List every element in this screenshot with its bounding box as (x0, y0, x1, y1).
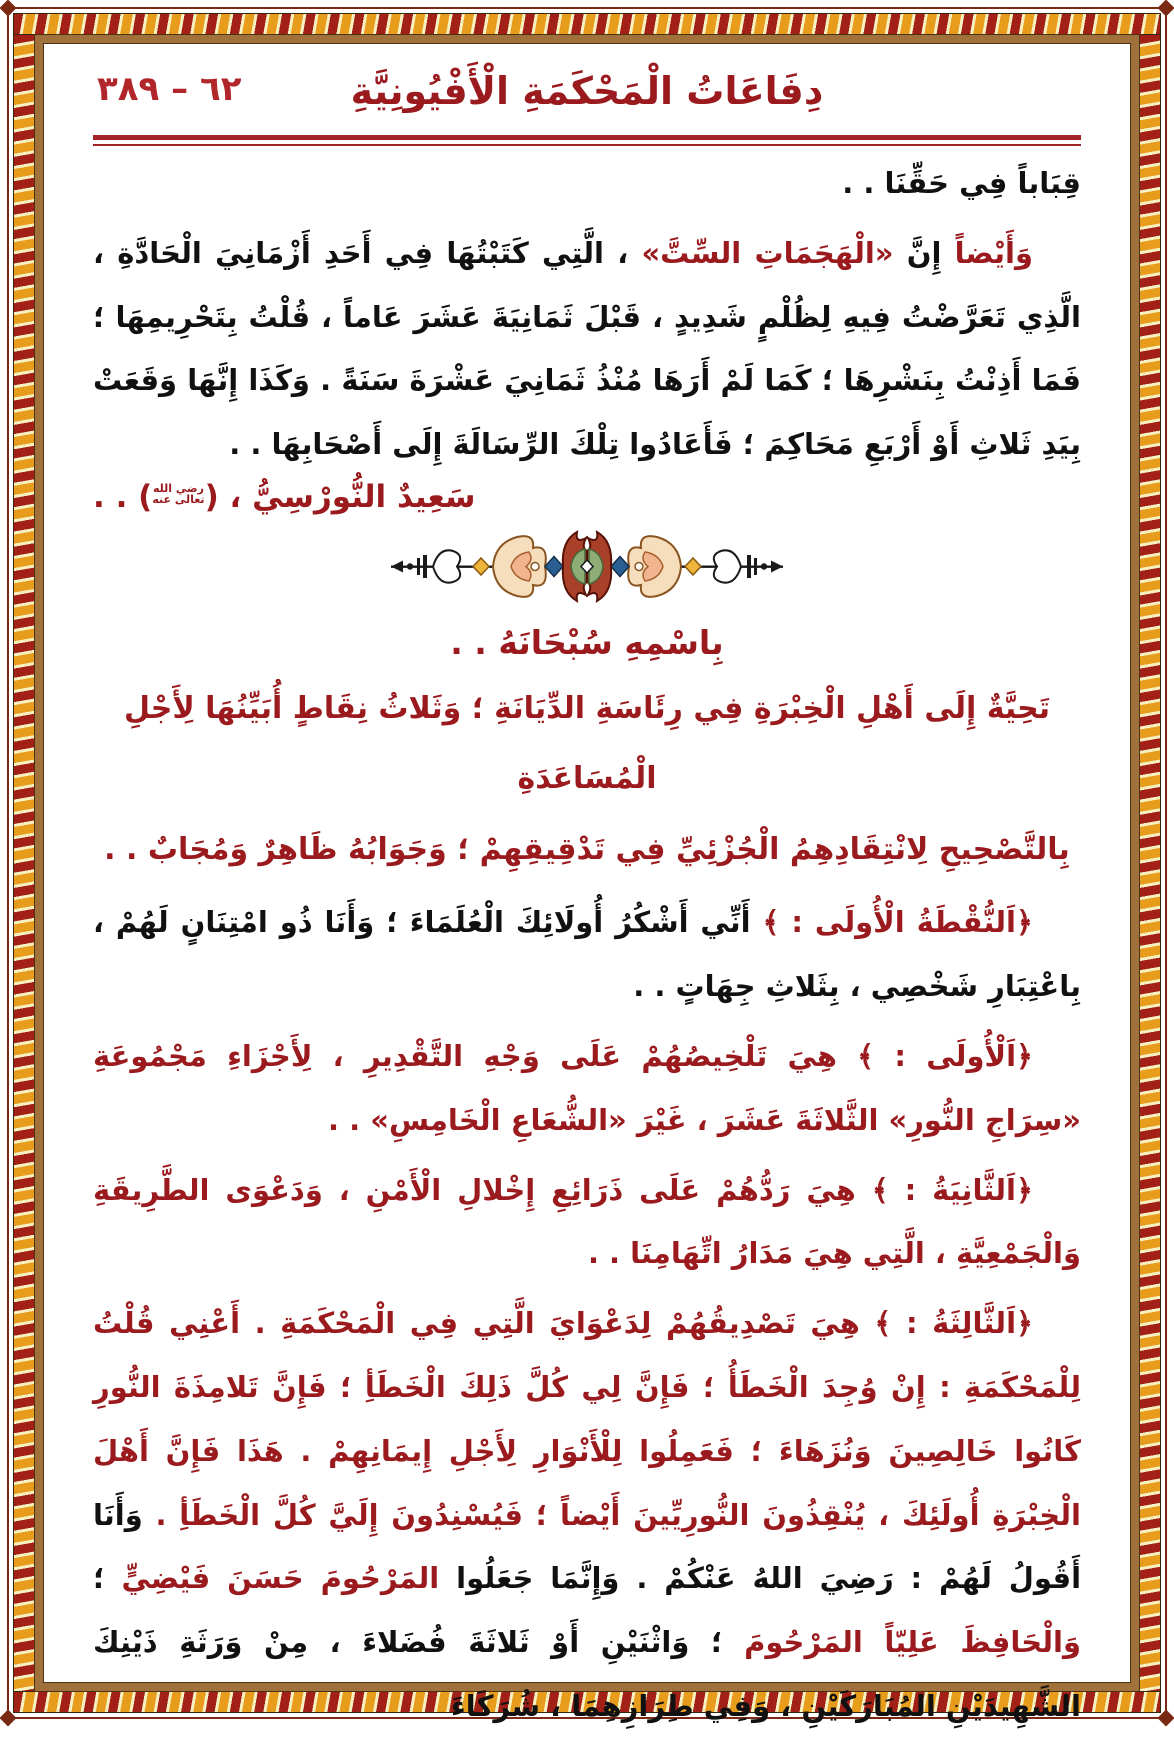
floral-divider-ornament (387, 525, 787, 609)
paragraph-continuation: قِبَاباً فِي حَقِّنَا . . (842, 166, 1081, 200)
radi-allahu-anhu-seal: ( رضي الله تعالى عنه ) (138, 478, 219, 515)
page-numbers: ٦٢ – ٣٨٩ (97, 69, 242, 109)
greeting-paragraph (93, 674, 1081, 886)
signature-suffix: . . (93, 478, 128, 515)
header-double-rule (93, 135, 1081, 146)
signature-line (93, 479, 1081, 515)
paragraph-six-attacks: وَأَيْضاً إِنَّ «الْهَجَمَاتِ السِّتَّ» ، الَّتِي كَتَبْتُهَا فِي أَحَدِ أَزْمَانِيَ الْحَادَّةِ ، الَّذِي تَعَرَّضْتُ فِيهِ لِظُلْمٍ شَدِيدٍ ، قَبْلَ ثَمَانِيَةَ عَشَرَ عَاماً ، قُلْتُ بِتَحْرِيمِهَا ؛ فَمَا أَذِنْتُ بِنَشْرِهَا ؛ كَمَا لَمْ أَرَهَا مُنْذُ ثَمَانِيَ عَشْرَةَ سَنَةً . وَكَذَا إِنَّهَا وَقَعَتْ بِيَدِ ثَلاثِ أَوْ أَرْبَعِ مَحَاكِمَ ؛ فَأَعَادُوا تِلْكَ الرِّسَالَةَ إِلَى أَصْحَابِهَا . . (93, 235, 1081, 462)
basmala-heading: بِاسْمِهِ سُبْحَانَهُ . . (450, 622, 724, 662)
frame-chevron-band-left (13, 34, 35, 1692)
paragraph-point-one: ﴿اَلْأُولَى : ﴾ هِيَ تَلْخِيصُهُمْ عَلَى وَجْهِ التَّقْدِيرِ ، لِأَجْزَاءِ مَجْمُوعَةِ «سِرَاجِ النُّورِ» الثَّلاثَةَ عَشَرَ ، غَيْرَ «الشُّعَاعِ الْخَامِسِ» . . (93, 1039, 1081, 1137)
paragraph-point-three: ﴿اَلثَّالِثَةُ : ﴾ هِيَ تَصْدِيقُهُمْ لِدَعْوَايَ الَّتِي فِي الْمَحْكَمَةِ . أَعْنِي قُلْتُ لِلْمَحْكَمَةِ : إِنْ وُجِدَ الْخَطَأُ ؛ فَإِنَّ لِي كُلَّ ذَلِكَ الْخَطَأِ ؛ فَإِنَّ تَلامِذَةَ النُّورِ كَانُوا خَالِصِينَ وَنُزَهَاءَ ؛ فَعَمِلُوا لِلْأَنْوَارِ لِأَجْلِ إِيمَانِهِمْ . هَذَا فَإِنَّ أَهْلَ الْخِبْرَةِ أُولَئِكَ ، يُنْقِذُونَ النُّورِيِّينَ أَيْضاً ؛ فَيُسْنِدُونَ إِلَيَّ كُلَّ الْخَطَأِ . وَأَنَا أَقُولُ لَهُمْ : رَضِيَ اللهُ عَنْكُمْ . وَإِنَّمَا جَعَلُوا المَرْحُومَ حَسَنَ فَيْضِيٍّ ؛ وَالْحَافِظَ عَلِيّاً المَرْحُومَ ؛ وَاثْنَيْنِ أَوْ ثَلاثَةَ فُضَلاءَ ، مِنْ وَرَثَةِ ذَيْنِكَ الشَّهِيدَيْنِ المُبَارَكَيْنِ ، وَفِي طِرَازِهِمَا ، شُرَكَاءَ (93, 1306, 1082, 1724)
divider-row (93, 525, 1081, 613)
paragraph-first-point: ﴿اَلنُّقْطَةُ الْأُولَى : ﴾ أَنِّي أَشْكُرُ أُولَائِكَ الْعُلَمَاءَ ؛ وَأَنَا ذُو امْتِنَانٍ لَهُمْ ، بِاعْتِبَارِ شَخْصِي ، بِثَلاثِ جِهَاتٍ . . (93, 905, 1081, 1004)
signature-name: سَعِيدٌ النُّورْسِيُّ ، (229, 478, 476, 515)
paragraph-point-two: ﴿اَلثَّانِيَةُ : ﴾ هِيَ رَدُّهُمْ عَلَى ذَرَائِعِ إِخْلالِ الْأَمْنِ ، وَدَعْوَى الطَّرِيقَةِ وَالْجَمْعِيَّةِ ، الَّتِي هِيَ مَدَارُ اتِّهَامِنَا . . (93, 1172, 1081, 1271)
page-header (93, 63, 1081, 119)
page-title: دِفَاعَاتُ الْمَحْكَمَةِ الْأَفْيُونِيَّةِ (350, 69, 824, 113)
greeting-line-2: بِالتَّصْحِيحِ لِانْتِقَادِهِمُ الْجُزْئِيِّ فِي تَدْقِيقِهِمْ ؛ وَجَوَابُهُ ظَاهِرٌ وَمُجَابٌ . . (104, 831, 1070, 867)
frame-chevron-band-top (13, 13, 1161, 35)
page-content (43, 43, 1131, 1724)
frame-chevron-band-right (1139, 34, 1161, 1692)
greeting-line-1: تَحِيَّةٌ إِلَى أَهْلِ الْخِبْرَةِ فِي رِئَاسَةِ الدِّيَانَةِ ؛ وَثَلاثُ نِقَاطٍ أُبَيِّنُهَا لِأَجْلِ الْمُسَاعَدَةِ (123, 690, 1051, 797)
